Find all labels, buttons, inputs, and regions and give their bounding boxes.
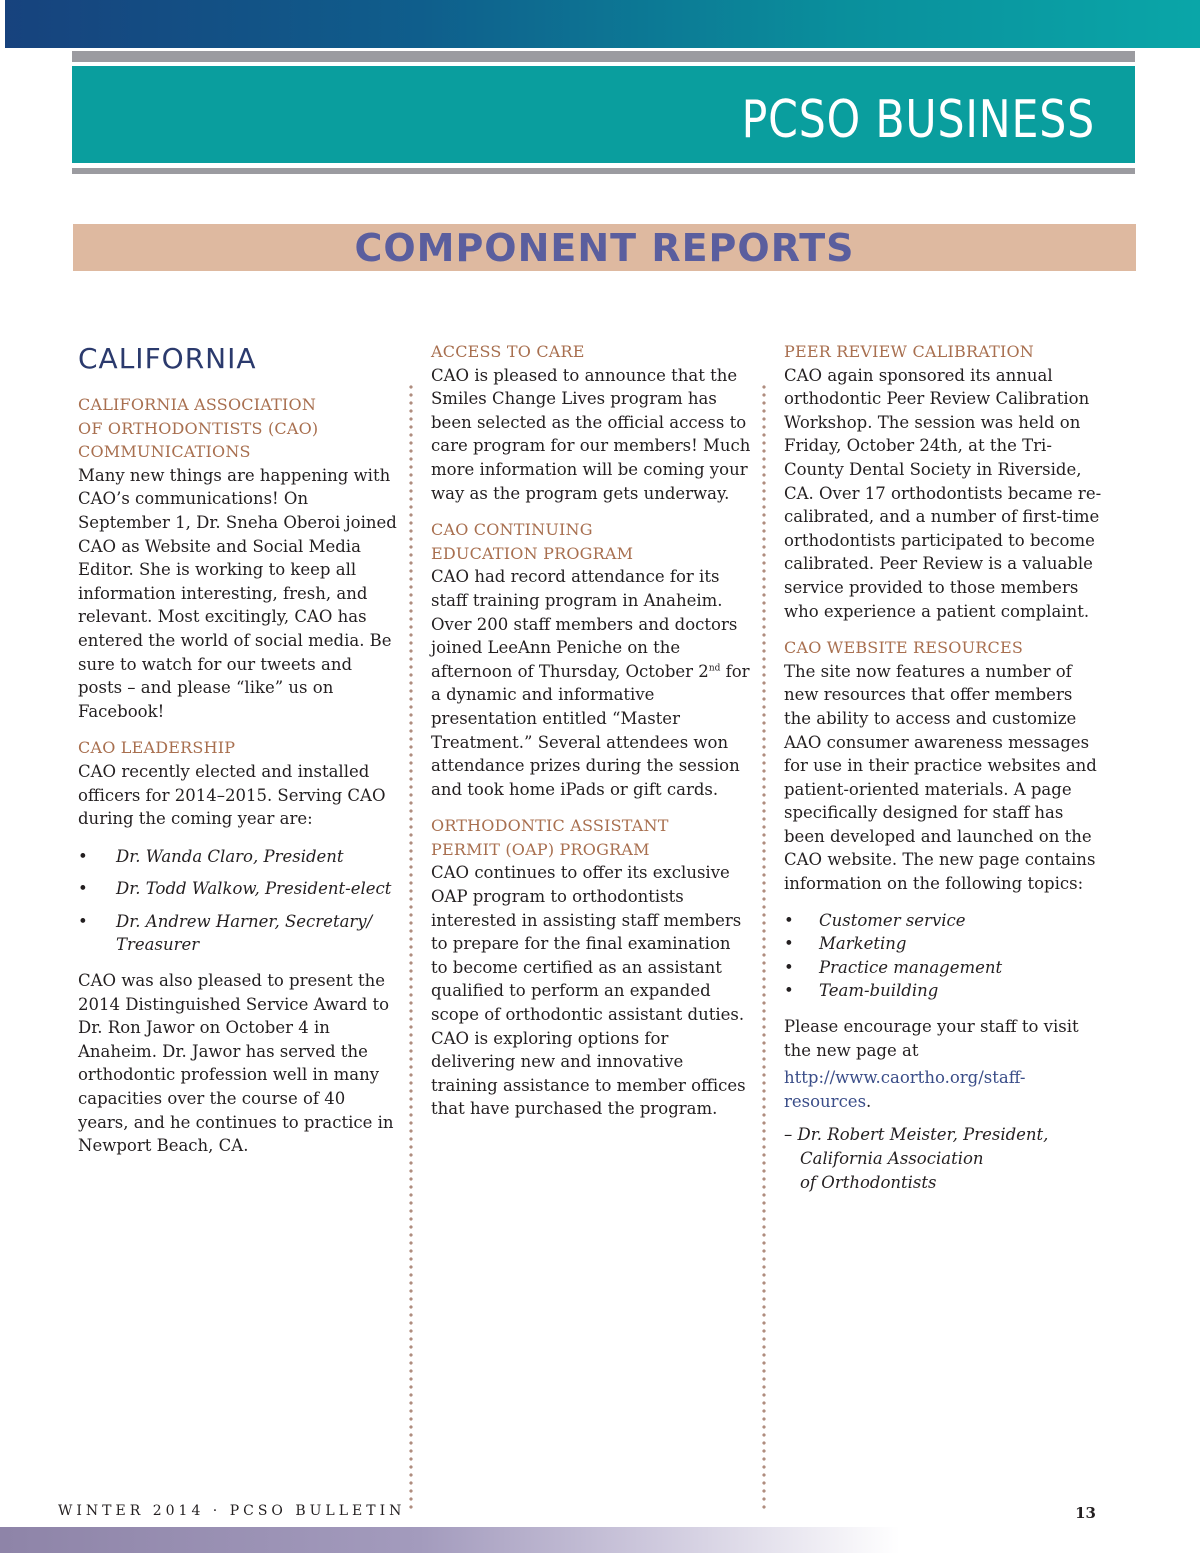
bottom-gradient-band [0,1527,1200,1553]
subheading-access-to-care: ACCESS TO CARE [431,342,585,361]
oap-paragraph: CAO continues to offer its exclusive OAP program to orthodontists interested in assisting staff members to prepare for the final examination to become certified as an assistant qualified to perform an expanded scope of orthodontic assistant duties. CAO is exploring options for delivering new and innovative training assistance to member offices that have purchased the program. [431,863,746,1119]
header-rule-top [72,51,1135,62]
signature: – Dr. Robert Meister, President, California Association of Orthodontists [784,1125,1049,1192]
section-title: PCSO BUSINESS [741,90,1095,150]
subheading-peer-review: PEER REVIEW CALIBRATION [784,342,1035,361]
website-paragraph: The site now features a number of new resources that offer members the ability to access and customize AAO consumer awareness messages for use in their practice websites and patient-oriented materials. A page specifically designed for staff has been developed and launched on the CAO website. The new page contains information on the following topics: [784,661,1097,894]
header-rule-bottom [72,168,1135,174]
column-1 [78,340,400,1171]
state-heading: CALIFORNIA [78,342,257,375]
subheading-website-resources: CAO WEBSITE RESOURCES [784,638,1024,658]
officer-list [78,845,400,957]
list-item: • Dr. Wanda Claro, President [78,845,400,869]
list-item: • Dr. Andrew Harner, Secretary/ Treasurer [78,910,400,957]
title-banner [73,224,1136,271]
list-item: • Customer service [784,909,1104,933]
column-2 [431,340,751,1134]
communications-paragraph: Many new things are happening with CAO’s communications! On September 1, Dr. Sneha Oberoi joined CAO as Website and Social Media Editor. She is working to keep all information interesting, fresh, and relevant. Most excitingly, CAO has entered the world of social media. Be sure to watch for our tweets and posts – and please “like” us on Facebook! [78,465,397,721]
topic-list [784,909,1104,1003]
subheading-leadership: CAO LEADERSHIP [78,738,236,758]
page-title: COMPONENT REPORTS [354,226,855,270]
closing-paragraph: Please encourage your staff to visit the new page at [784,1017,1079,1060]
award-paragraph: CAO was also pleased to present the 2014 Distinguished Service Award to Dr. Ron Jawor on October 4 in Anaheim. Dr. Jawor has served the orthodontic profession well in many capacities over the course of 40 years, and he continues to practice in Newport Beach, CA. [78,971,394,1156]
subheading-oap: ORTHODONTIC ASSISTANT PERMIT (OAP) PROGRAM [431,816,669,859]
footer-publication: WINTER 2014 · PCSO BULLETIN [58,1503,406,1519]
list-item: • Marketing [784,932,1104,956]
list-item: • Practice management [784,956,1104,980]
top-gradient-band [0,0,1200,48]
section-banner [72,66,1135,163]
column-divider [762,383,766,1510]
staff-resources-link[interactable]: http://www.caortho.org/staff-resources [784,1068,1026,1111]
list-item: • Dr. Todd Walkow, President-elect [78,877,400,901]
subheading-continuing-education: CAO CONTINUING EDUCATION PROGRAM [431,520,634,563]
education-paragraph: CAO had record attendance for its staff training program in Anaheim. Over 200 staff members and doctors joined LeeAnn Peniche on the afternoon of Thursday, October 2nd for a dynamic and informative presentation entitled “Master Treatment.” Several attendees won attendance prizes during the session and took home iPads or gift cards. [431,567,750,799]
list-item: • Team-building [784,979,1104,1003]
page-number: 13 [1075,1504,1096,1522]
access-paragraph: CAO is pleased to announce that the Smiles Change Lives program has been selected as the official access to care program for our members! Much more information will be coming your way as the program gets underway. [431,365,751,503]
leadership-paragraph: CAO recently elected and installed officers for 2014–2015. Serving CAO during the coming year are: [78,761,386,829]
peer-review-paragraph: CAO again sponsored its annual orthodontic Peer Review Calibration Workshop. The session was held on Friday, October 24th, at the Tri-County Dental Society in Riverside, CA. Over 17 orthodontists became re-calibrated, and a number of first-time orthodontists participated to become calibrated. Peer Review is a valuable service provided to those members who experience a patient complaint. [784,365,1102,621]
subheading-communications: CALIFORNIA ASSOCIATION OF ORTHODONTISTS (CAO) COMMUNICATIONS [78,395,319,462]
column-divider [409,383,413,1510]
column-3: PEER REVIEW CALIBRATION CAO again sponsored its annual orthodontic Peer Review Calibration Workshop. The session was held on Friday, October 24th, at the Tri-County Dental Society in Riverside, CA. Over 17 orthodontists became re-calibrated, and a number of first-time orthodontists participated to become calibrated. Peer Review is a valuable service provided to those members who experience a patient complaint. CAO WEBSITE RESOURCES The site now features a number of new resources that offer members the ability to access and customize AAO consumer awareness messages for use in their practice websites and patient-oriented materials. A page specifically designed for staff has been developed and launched on the CAO website. The new page contains information on the following topics: • Customer service • Marketing • Practice management • Team-building Please encourage your staff to visit the new page at http://www.caortho.org/staff-resources. – Dr. Robert Meister, President, California Association of Orthodontists [784,340,1104,1194]
